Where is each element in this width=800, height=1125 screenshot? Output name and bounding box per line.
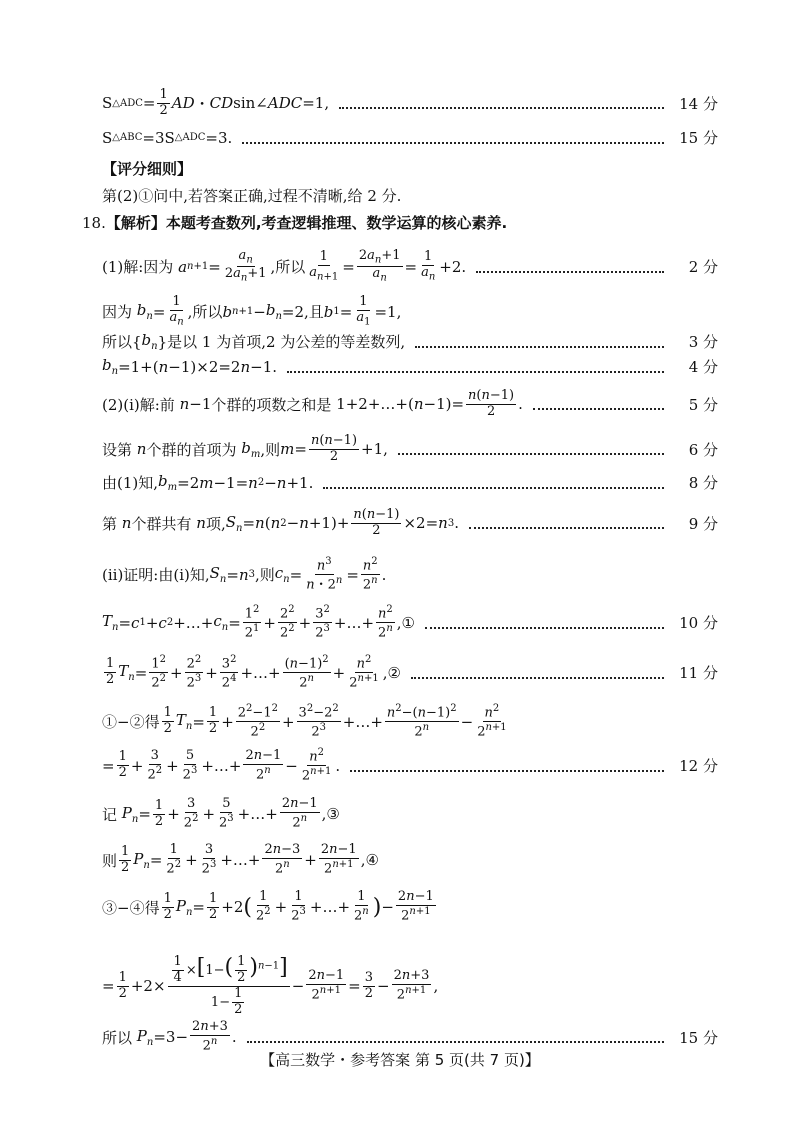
set-lead: 设第 xyxy=(102,440,133,459)
diff-lead: ①−②得 xyxy=(102,713,160,732)
proof-lead: (ⅱ)证明:由(ⅰ)知, xyxy=(102,566,210,585)
line-diff1: ①−②得 $\frac{1}{2}$ $T_n$ = $\frac{1}{2}$ + $\frac{2^2-1^2}{2^2}$ + $\frac{3^2-2^2}{2^3}$ +…+ $\frac{n^2-(n-1)^2}{2^n}$ − $\frac{n^2}{2^{n+1}}$ xyxy=(102,703,507,740)
line-half-pn: 则 $\frac{1}{2}$ $P_n$ = $\frac{1}{2^2}$ + $\frac{3}{2^3}$ +…+ $\frac{2n-3}{2^n}$ + $\frac{2n-1}{2^{n+1}}$ ,④ xyxy=(102,842,379,877)
line-set-bm: 设第 n 个群的首项为 $b_m$ ,则 m = $\frac{n(n-1)}{2}$ +1, 6 分 xyxy=(102,433,718,464)
line-area-adc: S △ADC = $\frac{1}{2}$ AD ・ CD sin∠ ADC =1, 14 分 xyxy=(102,87,718,118)
line-ap: 所以{ $b_n$ }是以 1 为首项,2 为公差的等差数列, 3 分 xyxy=(102,331,718,352)
so-p: 所以 xyxy=(102,1028,133,1047)
line-sn: 第 n 个群共有 n 项, $S_n$ = n ( n 2 − n +1)+ $\frac{n(n-1)}{2}$ ×2= n 3 . 9 分 xyxy=(102,507,718,538)
line-cn: (ⅱ)证明:由(ⅰ)知, $S_n$ = n 3 ,则 $c_n$ = $\frac{n^3}{n・2^n}$ = $\frac{n^2}{2^n}$ . xyxy=(102,556,387,593)
p1-lead: (1)解:因为 xyxy=(102,258,174,277)
line-final: 所以 $P_n$ =3− $\frac{2n+3}{2^n}$ . 15 分 xyxy=(102,1019,718,1054)
from1: 由(1)知, xyxy=(102,474,159,492)
line-pn: 记 $P_n$ = $\frac{1}{2}$ + $\frac{3}{2^2}$ + $\frac{5}{2^3}$ +…+ $\frac{2n-1}{2^n}$ ,③ xyxy=(102,796,340,831)
nth-group2: 个群共有 xyxy=(131,514,192,533)
score: 15 分 xyxy=(679,1028,718,1047)
score: 12 分 xyxy=(679,757,718,776)
since-bn: 因为 xyxy=(102,303,133,322)
note-p: 记 xyxy=(102,805,118,824)
line-area-abc: S △ABC =3S △ADC =3. 15 分 xyxy=(102,128,718,147)
set-mid: 个群的首项为 xyxy=(146,440,237,459)
line-bm: 由(1)知, $b_m$ =2 m −1= n 2 − n +1. 8 分 xyxy=(102,472,718,493)
then: 则 xyxy=(102,851,118,870)
line-bn-formula: $b_n$ =1+( n −1)×2=2 n −1. 4 分 xyxy=(102,356,718,377)
score: 9 分 xyxy=(688,514,718,533)
q18-number: 18. xyxy=(82,213,106,232)
score: 4 分 xyxy=(688,358,718,376)
score: 5 分 xyxy=(688,395,718,414)
nth-group: 第 xyxy=(102,514,118,533)
line-bn: 因为 $b_n$ = $\frac{1}{a_n}$ ,所以 b n+1 − $b_n$ =2,且 b 1 = $\frac{1}{a_1}$ =1, xyxy=(102,294,402,328)
score: 6 分 xyxy=(688,440,718,459)
score: 11 分 xyxy=(679,664,718,683)
q18-heading: 【解析】本题考查数列,考查逻辑推理、数学运算的核心素养. xyxy=(105,214,508,232)
score: 3 分 xyxy=(688,333,718,351)
score: 14 分 xyxy=(679,94,718,113)
line-tn: $T_n$ = c 1 + c 2 +…+ $c_n$ = $\frac{1^2}{2^1}$ + $\frac{2^2}{2^2}$ + $\frac{3^2}{2^3}$ +…+ $\frac{n^2}{2^n}$ ,① 10 分 xyxy=(102,604,718,641)
line-p1: (1)解:因为 a n+1 = $\frac{a_n}{2a_n+1}$ ,所以 $\frac{1}{a_{n+1}}$ = $\frac{2a_n+1}{a_n}$ = $\frac{1}{a_n}$ +2. 2 分 xyxy=(102,248,718,284)
line-diff1-result: = $\frac{1}{2}$ + $\frac{3}{2^2}$ + $\frac{5}{2^3}$ +…+ $\frac{2n-1}{2^n}$ − $\frac{n^2}{2^{n+1}}$ . 12 分 xyxy=(102,747,718,784)
diff2-lead: ③−④得 xyxy=(102,898,160,917)
so-text: 所以{ xyxy=(102,333,142,351)
score: 2 分 xyxy=(688,258,718,277)
page-footer: 【高三数学・参考答案 第 5 页(共 7 页)】 xyxy=(260,1051,540,1069)
line-half-tn: $\frac{1}{2}$ $T_n$ = $\frac{1^2}{2^2}$ + $\frac{2^2}{2^3}$ + $\frac{3^2}{2^4}$ +…+ $\frac{(n-1)^2}{2^n}$ + $\frac{n^2}{2^{n+1}}$ ,② 11 分 xyxy=(106,654,718,691)
ap-text: }是以 1 为首项,2 为公差的等差数列, xyxy=(157,333,406,351)
q18-heading-line xyxy=(82,212,718,233)
score: 10 分 xyxy=(679,614,718,633)
p2-mid: 个群的项数之和是 xyxy=(211,395,332,414)
detail-text: 第(2)①问中,若答案正确,过程不清晰,给 2 分. xyxy=(102,187,402,205)
line-diff2-result: = $\frac{1}{2}$ +2× $\frac{1}{4}$ ×[1−( $\frac{1}{2}$ )$^{n-1}$] 1− $\frac{1}{2}$ − $\frac{2n-1}{2^{n+1}}$ = $\frac{3}{2}$ − $\frac{2n+3}{2^{n+1}}$ , xyxy=(102,954,439,1017)
score: 15 分 xyxy=(679,129,718,147)
detail-heading: 【评分细则】 xyxy=(102,160,193,178)
p2-lead: (2)(ⅰ)解:前 xyxy=(102,395,175,414)
p1-mid: ,所以 xyxy=(270,258,306,277)
line-p2: (2)(ⅰ)解:前 n −1 个群的项数之和是 1+2+…+( n −1)= $\frac{n(n-1)}{2}$ . 5 分 xyxy=(102,388,718,419)
line-diff2: ③−④得 $\frac{1}{2}$ $P_n$ = $\frac{1}{2}$ +2 ( $\frac{1}{2^2}$ + $\frac{1}{2^3}$ +…+ $\frac{1}{2^n}$ ) − $\frac{2n-1}{2^{n+1}}$ xyxy=(102,889,434,924)
score: 8 分 xyxy=(688,474,718,492)
